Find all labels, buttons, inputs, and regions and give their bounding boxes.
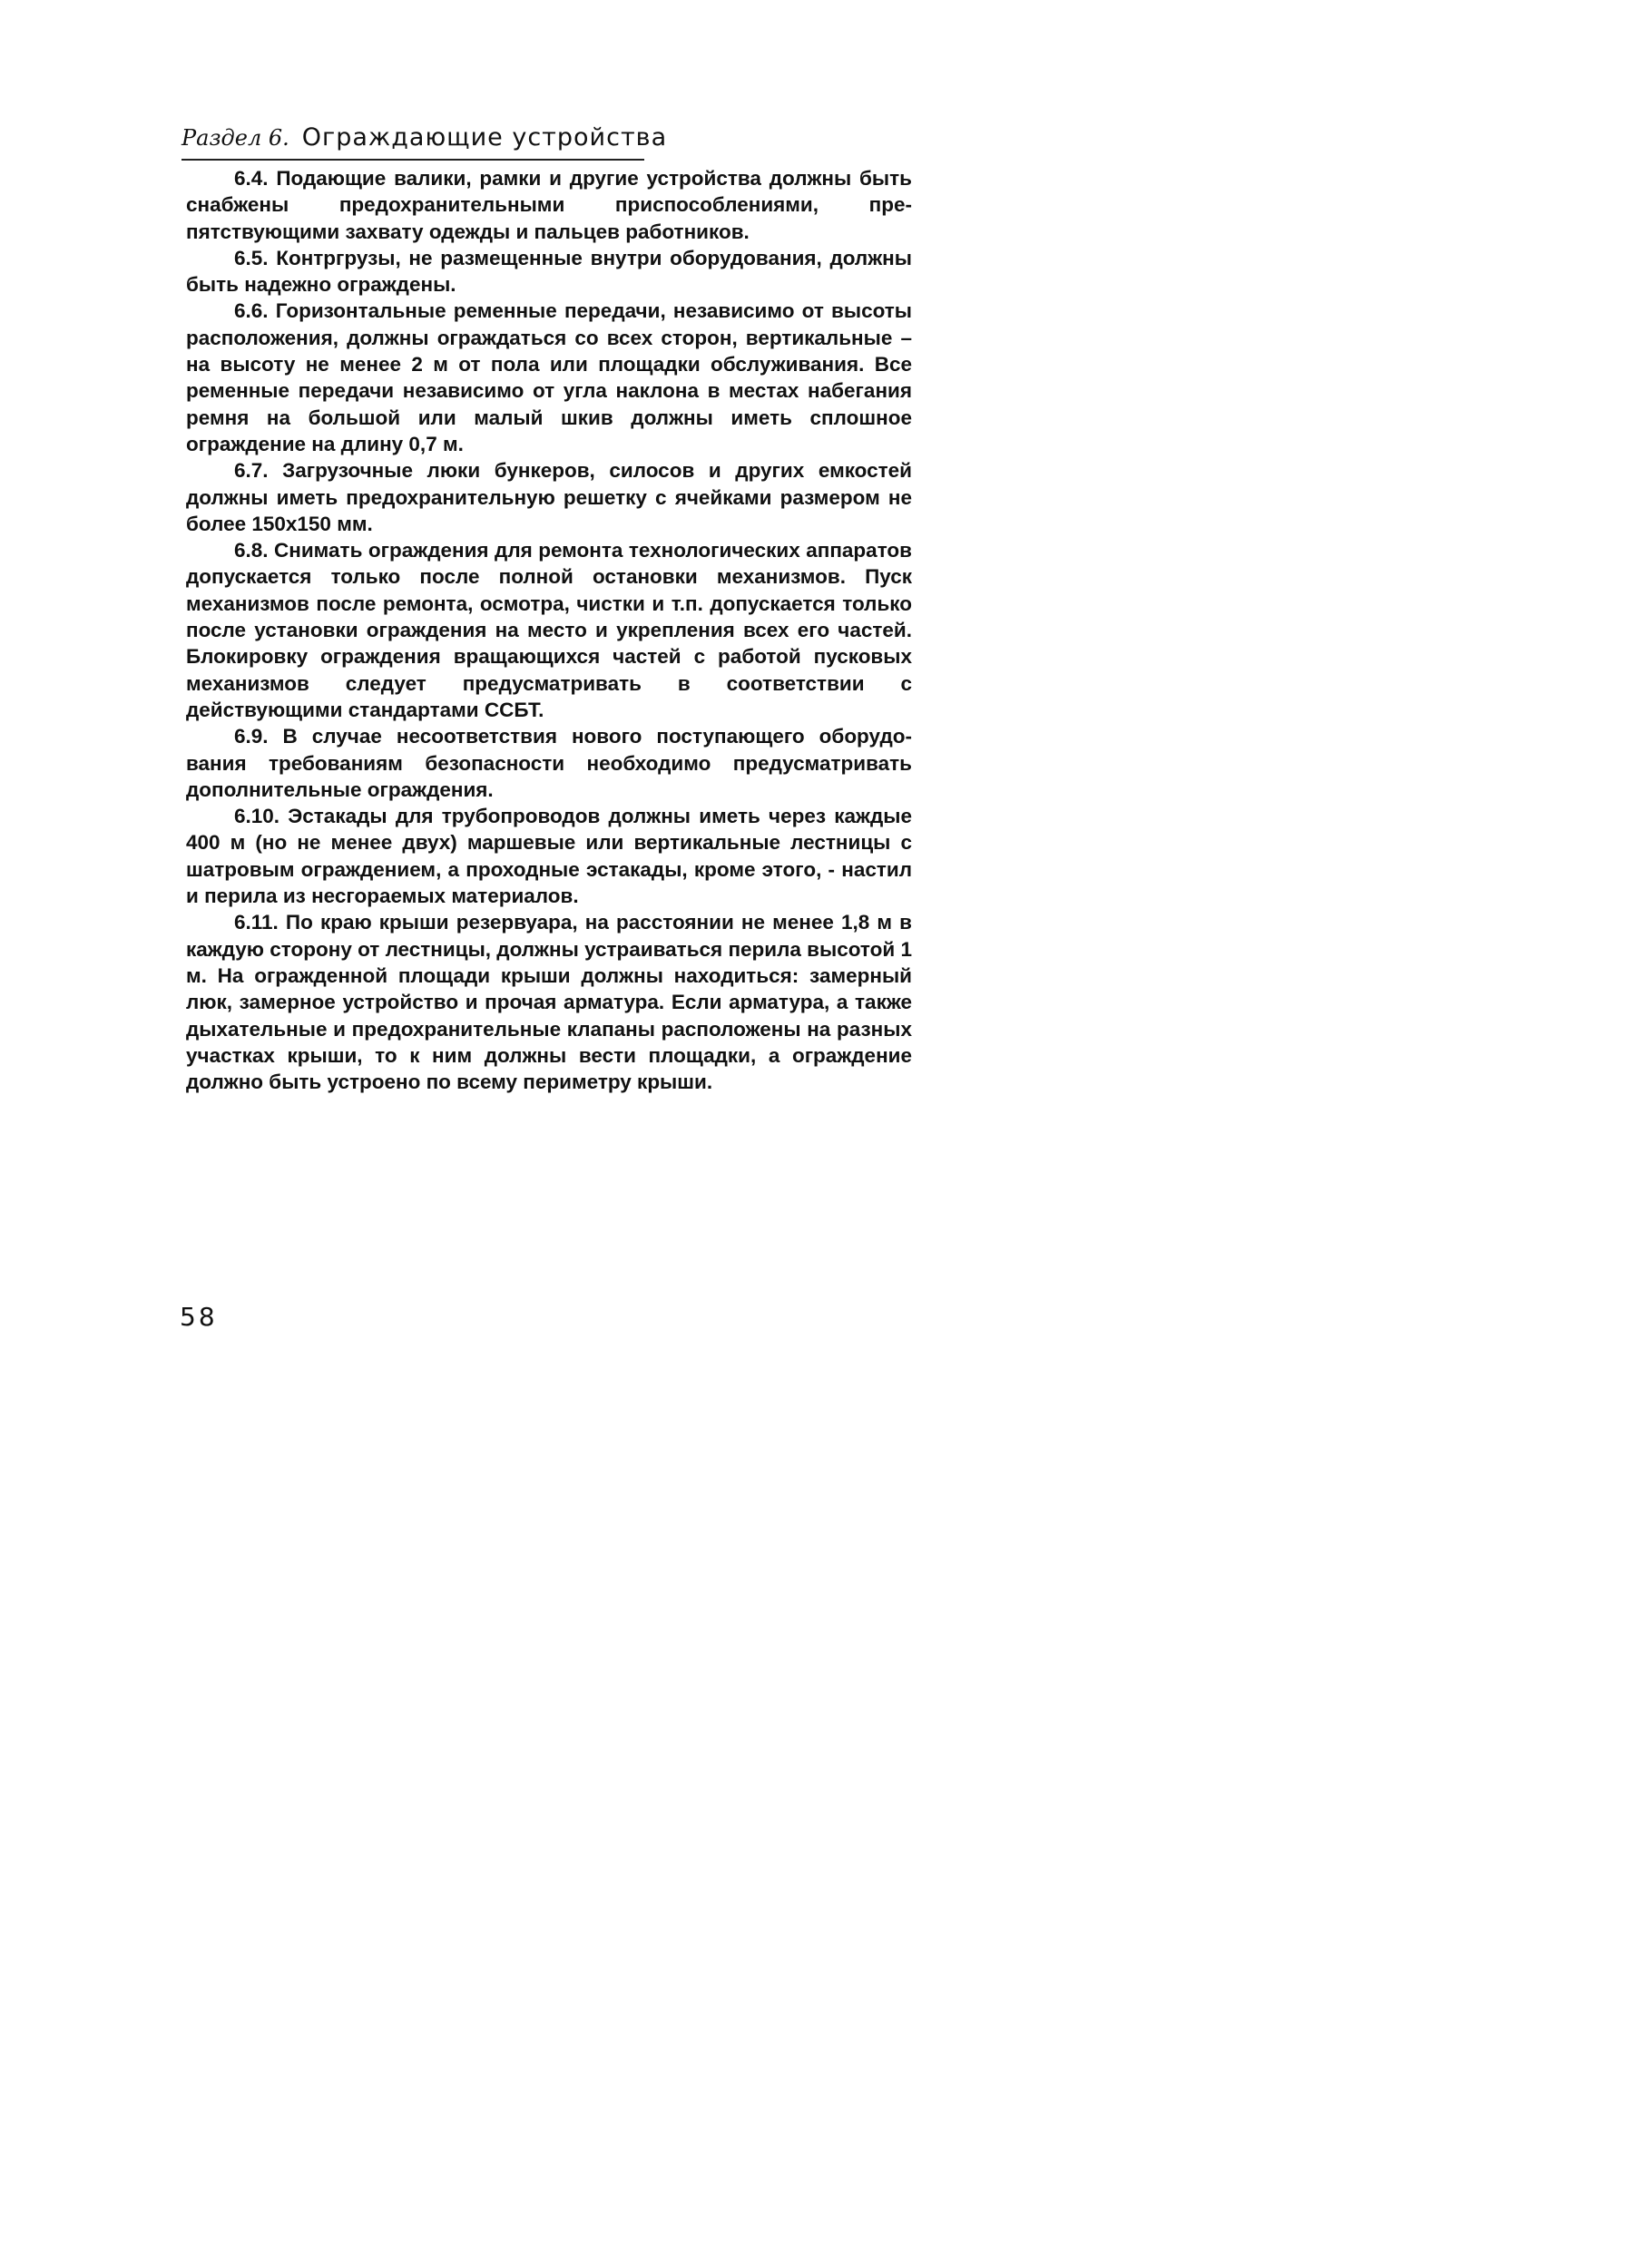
document-page	[0, 0, 1037, 1452]
paragraph-6-10: 6.10. Эстакады для трубопроводов должны иметь через каждые 400 м (но не менее двух) маршевые или вертикальные лестницы с шатровым ограждением, а проходные эстакады, кроме этого, - настил и перила из несгораемых материалов.	[186, 805, 912, 908]
paragraph-6-8: 6.8. Снимать ограждения для ремонта технологических аппаратов допускается только после полной остановки механизмов. Пуск механизмов после ремонта, осмотра, чистки и т.п. допускается только после установки ограждения на место и укрепления всех его частей. Блокировку ограждения вращающихся частей с работой пусковых механизмов следует предусматривать в соответствии с действующими стандартами ССБТ.	[186, 539, 912, 721]
paragraph-6-11: 6.11. По краю крыши резервуара, на расстоянии не менее 1,8 м в каждую сторону от лестницы, должны устраиваться перила высотой 1 м. На огражденной площади крыши должны находиться: замерный люк, замерное устройство и прочая арматура. Если арматура, а также дыхательные и предохранительные клапаны расположены на разных участках крыши, то к ним должны вести площадки, а ограждение должно быть устроено по всему периметру крыши.	[186, 911, 912, 1094]
header-underline	[181, 159, 644, 161]
section-title: Ограждающие устройства	[301, 123, 668, 152]
paragraph-6-6: 6.6. Горизонтальные ременные передачи, независимо от высоты расположения, должны ограждаться со всех сторон, вертикальные – на высоту не менее 2 м от пола или площадки обслуживания. Все ременные передачи независимо от угла наклона в местах набегания ремня на большой или малый шкив должны иметь сплошное ограждение на длину 0,7 м.	[186, 299, 912, 455]
section-label: Раздел 6.	[181, 125, 289, 151]
paragraph-6-7: 6.7. Загрузочные люки бункеров, силосов и других емкостей должны иметь предохранительную решетку с ячейками размером не более 150х150 мм.	[186, 459, 912, 535]
page-number: 58	[180, 1302, 218, 1332]
paragraph-6-5: 6.5. Контргрузы, не размещенные внутри оборудования, должны быть надежно ограждены.	[186, 246, 912, 297]
paragraph-6-4: 6.4. Подающие валики, рамки и другие устройства должны быть снабжены предохранительными приспособлениями, препятствующими захвату одежды и пальцев работников.	[186, 167, 912, 243]
running-header	[181, 122, 668, 154]
paragraph-6-9: 6.9. В случае несоответствия нового поступающего оборудования требованиям безопасности необходимо предусматривать дополнительные ограждения.	[186, 725, 912, 801]
body-text	[186, 165, 912, 1095]
